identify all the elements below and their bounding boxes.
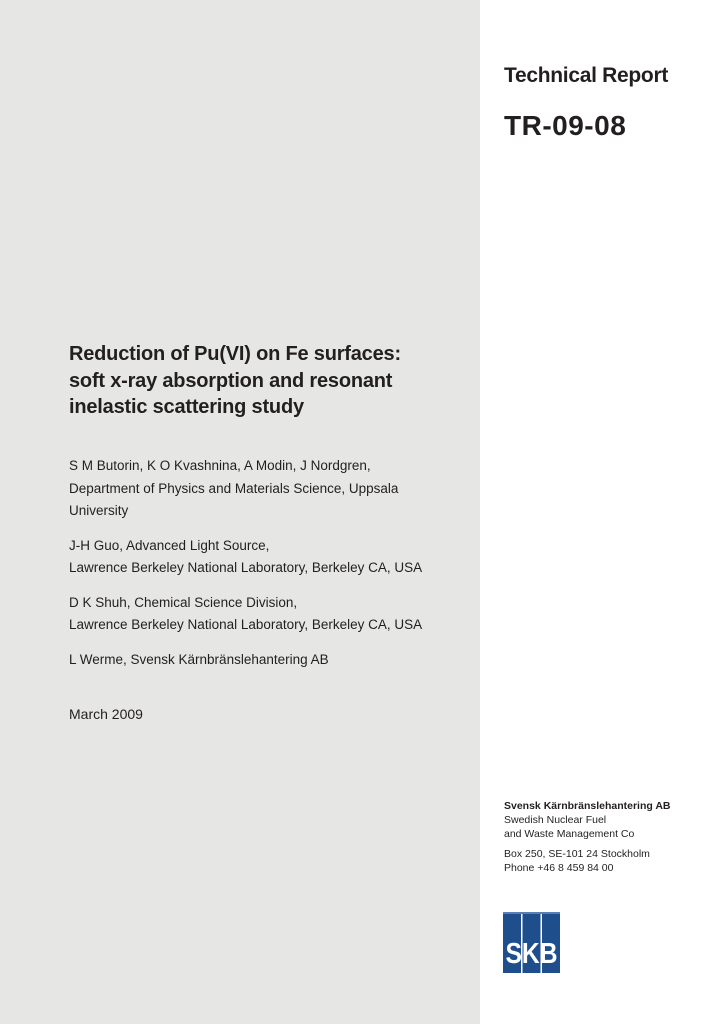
author-line: D K Shuh, Chemical Science Division,	[69, 594, 298, 610]
author-line: Lawrence Berkeley National Laboratory, Berkeley CA, USA	[69, 560, 423, 575]
author-line: J-H Guo, Advanced Light Source,	[69, 537, 270, 553]
publisher-phone: Phone +46 8 459 84 00	[504, 862, 614, 875]
author-group	[69, 649, 469, 672]
publisher-address: Box 250, SE-101 24 Stockholm	[504, 848, 650, 861]
author-line: University	[69, 503, 129, 518]
author-group	[69, 455, 469, 523]
publisher-name: Svensk Kärnbränslehantering AB	[504, 800, 671, 812]
publisher-description: Swedish Nuclear Fuel	[504, 813, 607, 826]
author-line: Department of Physics and Materials Science, Uppsala	[69, 480, 399, 496]
skb-logo-icon	[503, 912, 560, 973]
author-line: S M Butorin, K O Kvashnina, A Modin, J Nordgren,	[69, 458, 371, 473]
report-number: TR-09-08	[504, 110, 627, 141]
author-line: Lawrence Berkeley National Laboratory, Berkeley CA, USA	[69, 617, 423, 632]
document-title	[69, 341, 469, 421]
title-line: soft x-ray absorption and resonant	[69, 369, 393, 392]
title-line: Reduction of Pu(VI) on Fe surfaces:	[69, 343, 401, 365]
title-line: inelastic scattering study	[69, 396, 304, 418]
author-group	[69, 592, 469, 637]
skb-logo-text: SKB	[505, 938, 558, 970]
publisher-description: and Waste Management Co	[504, 827, 635, 840]
publisher-info	[504, 800, 714, 876]
report-type: Technical Report	[504, 64, 669, 87]
author-list	[69, 455, 469, 683]
author-line: L Werme, Svensk Kärnbränslehantering AB	[69, 651, 329, 667]
publication-date: March 2009	[69, 706, 143, 722]
author-group	[69, 535, 469, 580]
